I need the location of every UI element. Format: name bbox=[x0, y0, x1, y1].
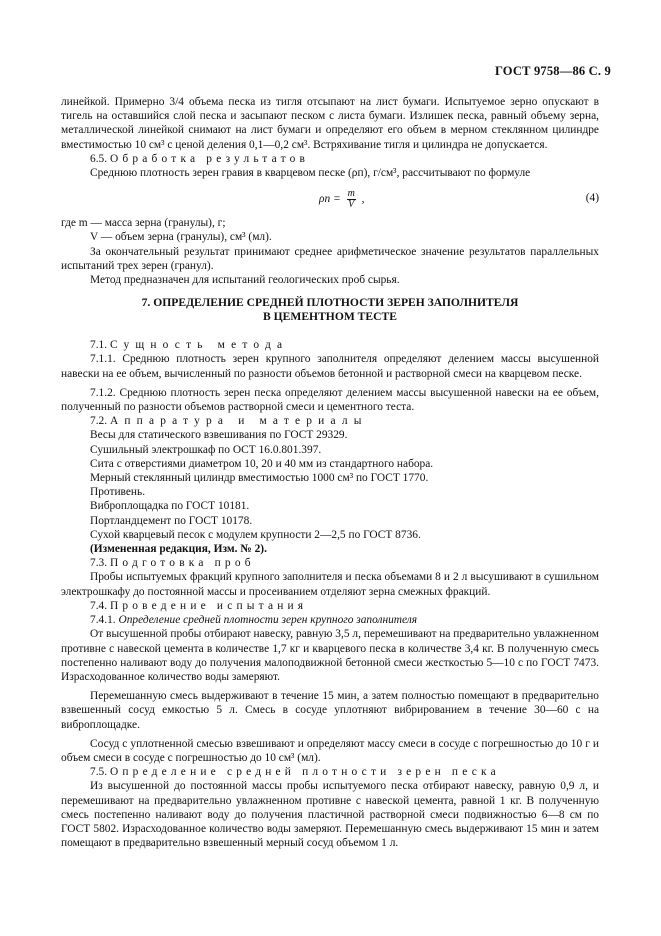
paragraph-7-4-1-weigh: Сосуд с уплотненной смесью взвешивают и определяют массу смеси в сосуде с погрешностью до 10 г и объем смеси в сосуде с погрешностью до 10 см³ (мл). bbox=[61, 737, 599, 764]
subsection-7-1-heading bbox=[61, 338, 599, 352]
subsection-title: Определение средней плотности зерен песка bbox=[109, 766, 500, 779]
equipment-item: Сита с отверстиями диаметром 10, 20 и 40 мм из стандартного набора. bbox=[90, 457, 434, 470]
where-volume: V — объем зерна (гранулы), см³ (мл). bbox=[90, 231, 272, 244]
subsection-7-2-heading bbox=[61, 414, 599, 428]
section-heading-line-1: 7. ОПРЕДЕЛЕНИЕ СРЕДНЕЙ ПЛОТНОСТИ ЗЕРЕН ЗАПОЛНИТЕЛЯ bbox=[141, 296, 519, 310]
paragraph-method-purpose: Метод предназначен для испытаний геологических проб сырья. bbox=[90, 274, 400, 287]
paragraph-final-result: За окончательный результат принимают среднее арифметическое значение результатов параллельных испытаний трех зерен (гранул). bbox=[61, 245, 599, 272]
subsection-7-4-1-heading bbox=[61, 613, 599, 627]
subsection-number: 7.3. bbox=[90, 557, 108, 570]
equipment-item: Портландцемент по ГОСТ 10178. bbox=[90, 514, 253, 527]
equipment-item: Мерный стеклянный цилиндр вместимостью 1000 см³ по ГОСТ 1770. bbox=[90, 472, 429, 485]
subsection-number: 7.2. bbox=[90, 415, 108, 428]
section-7-heading bbox=[61, 296, 599, 323]
subsection-number: 7.1. bbox=[90, 339, 108, 352]
formula-4 bbox=[61, 180, 599, 216]
page-header: ГОСТ 9758—86 С. 9 bbox=[494, 64, 611, 78]
subsection-7-3-heading bbox=[61, 556, 599, 570]
subsection-number: 7.4. bbox=[90, 599, 108, 612]
document-body bbox=[61, 95, 599, 850]
paragraph-7-4-1-vibrate: Перемешанную смесь выдерживают в течение 15 мин, а затем полностью помещают в предварительно взвешенный сосуд емкостью 5 л. Смесь в сосуде уплотняют вибрированием в течение 30—60 с на виброплощадке. bbox=[61, 690, 599, 731]
subsection-number: 7.4.1. bbox=[90, 614, 116, 627]
equipment-item: Виброплощадка по ГОСТ 10181. bbox=[90, 500, 250, 513]
paragraph-7-1-2: 7.1.2. Среднюю плотность зерен песка определяют делением массы высушенной навески на ее объем, полученный по разности объемов растворной смеси и цементного теста. bbox=[61, 386, 599, 414]
subsection-7-4-heading bbox=[61, 599, 599, 613]
paragraph-7-4-1-mix: От высушенной пробы отбирают навеску, равную 3,5 л, перемешивают на предварительно увлажненном противне с навеской цемента в количестве 1,7 кг и кварцевого песка в количестве 3,4 кг. В полученную смесь постепенно наливают воду до получения малоподвижной бетонной смеси жесткостью 5—10 с по ГОСТ 7473. Израсходованное количество воды замеряют. bbox=[61, 628, 599, 683]
formula-expression bbox=[319, 189, 365, 210]
subsection-title: Обработка результатов bbox=[109, 152, 310, 165]
subsection-number: 7.5. bbox=[90, 766, 108, 779]
paragraph-7-5: Из высушенной до постоянной массы пробы испытуемого песка отбирают навеску, равную 0,9 л, и перемешивают на предварительно увлажненном противне с навеской цемента, равной 1 кг. В полученную смесь постепенно наливают воду до получения пластичной растворной смеси подвижностью 6—8 см по ГОСТ 5802. Израсходованное количество воды замеряют. Перемешанную смесь выдерживают 15 мин и затем помещают в предварительно взвешенный мерный сосуд объемом 1 л. bbox=[61, 780, 599, 850]
formula-number: (4) bbox=[585, 192, 599, 205]
formula-fraction bbox=[347, 189, 356, 210]
formula-tail: , bbox=[361, 193, 365, 206]
paragraph-7-1-1: 7.1.1. Среднюю плотность зерен крупного заполнителя определяют делением массы высушенной навески на ее объем, вычисленный по разности объемов бетонной и растворной смеси на кварцевом песке. bbox=[61, 353, 599, 380]
formula-lhs: ρп = bbox=[319, 193, 341, 206]
equipment-item: Сушильный электрошкаф по ОСТ 16.0.801.397. bbox=[90, 443, 322, 456]
section-heading-line-2: В ЦЕМЕНТНОМ ТЕСТЕ bbox=[263, 309, 397, 323]
edition-note: (Измененная редакция, Изм. № 2). bbox=[90, 543, 267, 556]
paragraph-density-formula-intro: Среднюю плотность зерен гравия в кварцевом песке (ρп), г/см³, рассчитывают по формуле bbox=[90, 167, 531, 180]
subsection-title: Определение средней плотности зерен крупного заполнителя bbox=[118, 614, 418, 627]
where-mass: где m — масса зерна (гранулы), г; bbox=[61, 217, 226, 230]
subsection-title: Подготовка проб bbox=[109, 557, 255, 570]
paragraph-sand-method: линейкой. Примерно 3/4 объема песка из тигля отсыпают на лист бумаги. Испытуемое зерно опускают в тигель на оставшийся слой песка и засыпают песком с листа бумаги. Излишек песка, равный объему зерна, металлической линейкой снимают на лист бумаги и определяют его объем в мерном стеклянном цилиндре вместимостью 10 см³ с ценой деления 0,1—0,2 см³. Встряхивание тигля и цилиндра не допускается. bbox=[61, 96, 599, 151]
formula-denominator: V bbox=[348, 199, 355, 211]
formula-numerator: m bbox=[347, 188, 355, 200]
equipment-item: Противень. bbox=[90, 486, 146, 499]
subsection-title: Проведение испытания bbox=[109, 599, 308, 612]
subsection-title: Сущность метода bbox=[109, 339, 289, 352]
subsection-title: Аппаратура и материалы bbox=[109, 415, 368, 428]
equipment-item: Сухой кварцевый песок с модулем крупности 2—2,5 по ГОСТ 8736. bbox=[90, 528, 421, 541]
subsection-7-5-heading bbox=[61, 765, 599, 779]
equipment-item: Весы для статического взвешивания по ГОСТ 29329. bbox=[90, 429, 348, 442]
subsection-6-5-heading bbox=[61, 152, 599, 166]
paragraph-7-3: Пробы испытуемых фракций крупного заполнителя и песка объемами 8 и 2 л высушивают в сушильном электрошкафу до постоянной массы и просеиванием отделяют зерна смежных фракций. bbox=[61, 571, 599, 598]
subsection-number: 6.5. bbox=[90, 152, 108, 165]
